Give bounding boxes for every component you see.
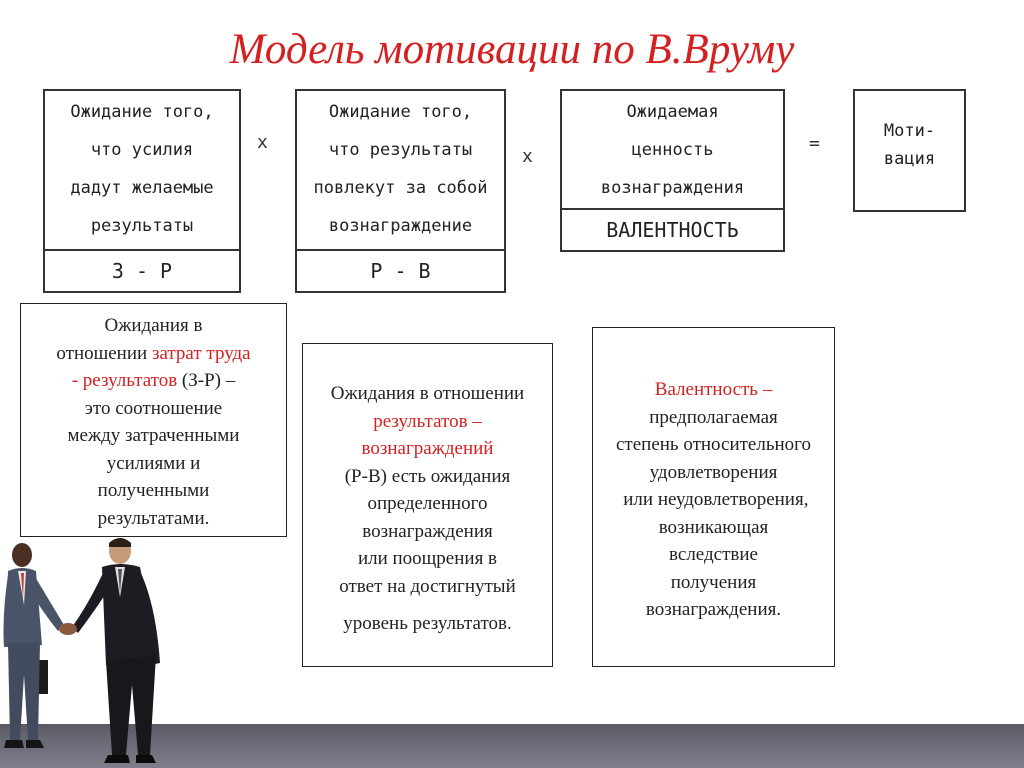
highlighted-text: результатов –	[373, 410, 482, 432]
text-line: вознаграждения	[600, 178, 745, 198]
text-line: усилиями и	[106, 452, 201, 474]
text-line: Ожидания в отношении	[330, 383, 525, 404]
equals-sign: =	[809, 133, 820, 154]
text-line: повлекут за собой	[313, 178, 488, 198]
text-line: предполагаемая	[649, 406, 778, 428]
text-line: вознаграждения.	[645, 599, 782, 620]
expected-value-box	[560, 89, 785, 252]
text-line: полученными	[97, 480, 210, 501]
text-line: вознаграждения	[362, 520, 493, 542]
highlighted-text: вознаграждений	[361, 438, 494, 459]
expectation-result-reward-box	[295, 89, 506, 293]
businessman-right	[72, 538, 160, 763]
text-line: вознаграждение	[328, 216, 473, 236]
handshake-hands	[59, 623, 77, 635]
expectation-result-reward-text	[297, 93, 504, 245]
text-line	[21, 340, 286, 368]
page-title: Модель мотивации по В.Вруму	[229, 26, 795, 73]
expected-value-text	[562, 93, 783, 207]
text-line	[21, 367, 286, 395]
text-line: вследствие	[669, 544, 758, 565]
text-line: результаты	[90, 216, 194, 236]
result-reward-label: Р - В	[297, 249, 504, 291]
text-line: или поощрения в	[357, 548, 498, 569]
handshake-illustration	[0, 535, 175, 768]
expectation-effort-result-text	[45, 93, 239, 245]
text-line: это соотношение	[84, 397, 223, 419]
highlighted-text: - результатов	[71, 370, 178, 391]
text-line: или неудовлетворения,	[618, 489, 809, 510]
effort-result-label: З - Р	[45, 249, 239, 291]
highlighted-text: Валентность –	[654, 379, 773, 400]
text-line: Ожидание того,	[70, 102, 214, 122]
text-span: отношении	[56, 342, 152, 364]
result-reward-description	[302, 343, 553, 667]
text-line: степень относительного	[615, 434, 812, 455]
motivation-text	[855, 117, 964, 173]
text-line: ответ на достигнутый	[339, 575, 516, 597]
text-line: Ожидаемая	[626, 102, 719, 122]
text-line: уровень результатов.	[343, 613, 512, 634]
text-span: (З-Р) –	[177, 370, 236, 391]
text-line: результатами.	[97, 507, 210, 529]
text-line: дадут желаемые	[70, 178, 214, 198]
businessman-left	[4, 543, 65, 748]
text-line: получения	[670, 571, 757, 593]
text-line: Ожидание того,	[328, 102, 473, 122]
text-line: между затраченными	[67, 425, 240, 446]
text-line: Моти-	[883, 121, 936, 141]
text-line: вация	[883, 149, 936, 169]
highlighted-text: затрат труда	[151, 342, 251, 364]
multiply-sign-2: x	[522, 146, 533, 167]
text-line: ценность	[631, 140, 714, 160]
text-line: удовлетворения	[649, 461, 778, 483]
multiply-sign-1: x	[257, 132, 268, 153]
expectation-effort-result-box	[43, 89, 241, 293]
motivation-box	[853, 89, 966, 212]
valence-label: ВАЛЕНТНОСТЬ	[562, 208, 783, 250]
text-line: возникающая	[658, 516, 769, 538]
text-line: что усилия	[90, 140, 194, 160]
text-line: определенного	[367, 493, 488, 514]
text-line: что результаты	[328, 140, 473, 160]
text-line: (Р-В) есть ожидания	[344, 465, 511, 487]
effort-result-description	[20, 303, 287, 537]
text-line: Ожидания в	[104, 315, 203, 336]
valence-description	[592, 327, 835, 667]
